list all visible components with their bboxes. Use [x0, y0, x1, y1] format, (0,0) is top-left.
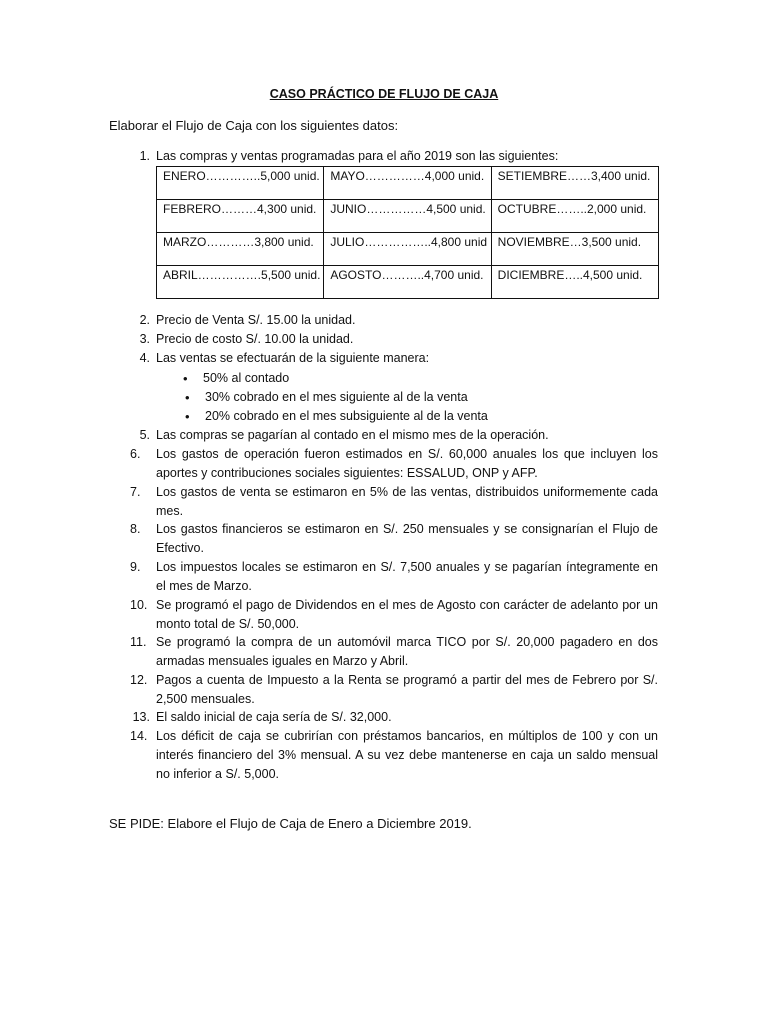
- item-text: Se programó el pago de Dividendos en el mes de Agosto con carácter de adelanto por un monto total de S/. 50,000.: [156, 598, 658, 631]
- table-row: [157, 266, 659, 299]
- table-cell: SETIEMBRE……3,400 unid.: [491, 167, 658, 200]
- table-cell: AGOSTO………..4,700 unid.: [324, 266, 491, 299]
- item-text: Las compras se pagarían al contado en el mismo mes de la operación.: [156, 428, 549, 442]
- item-text: Los impuestos locales se estimaron en S/. 7,500 anuales y se pagarían íntegramente en el mes de Marzo.: [156, 560, 658, 593]
- item-number: 9.: [130, 560, 141, 574]
- list-item-5: [139, 426, 658, 445]
- item-number: 7.: [130, 485, 141, 499]
- bullet-item: [185, 388, 525, 407]
- list-item-11: [130, 633, 658, 671]
- se-pide-text: SE PIDE: Elabore el Flujo de Caja de Enero a Diciembre 2019.: [109, 816, 472, 831]
- item-text: El saldo inicial de caja sería de S/. 32,000.: [156, 710, 392, 724]
- list-item-13: [132, 708, 658, 727]
- item-text: Precio de costo S/. 10.00 la unidad.: [156, 332, 354, 346]
- item-text: Las ventas se efectuarán de la siguiente manera:: [156, 351, 430, 365]
- document-title: CASO PRÁCTICO DE FLUJO DE CAJA: [269, 87, 499, 101]
- list-item-6: [130, 445, 658, 483]
- item-text: Pagos a cuenta de Impuesto a la Renta se programó a partir del mes de Febrero por S/. 2,500 mensuales.: [156, 673, 658, 706]
- item-text: Precio de Venta S/. 15.00 la unidad.: [156, 313, 356, 327]
- list-item-2: [139, 311, 658, 330]
- table-row: [157, 233, 659, 266]
- list-item-4: [139, 349, 658, 368]
- list-item-3: [139, 330, 658, 349]
- table-cell: DICIEMBRE…..4,500 unid.: [491, 266, 658, 299]
- item-text: Los gastos de venta se estimaron en 5% de las ventas, distribuidos uniformemente cada mes.: [156, 485, 658, 518]
- bullet-icon: •: [185, 390, 190, 405]
- table-cell: MAYO……………4,000 unid.: [324, 167, 491, 200]
- table-cell: ABRIL…………….5,500 unid.: [157, 266, 324, 299]
- table-row: [157, 167, 659, 200]
- list-item-14: [130, 727, 658, 784]
- list-item-9: [130, 558, 658, 596]
- table-cell: JUNIO……………4,500 unid.: [324, 200, 491, 233]
- list-item-12: [130, 671, 658, 709]
- table-cell: ENERO…………..5,000 unid.: [157, 167, 324, 200]
- item-text: Se programó la compra de un automóvil marca TICO por S/. 20,000 pagadero en dos armadas mensuales iguales en Marzo y Abril.: [156, 635, 658, 668]
- item-number: 10.: [130, 598, 148, 612]
- item-number: 11.: [130, 635, 147, 649]
- item-text: Los gastos financieros se estimaron en S/. 250 mensuales y se consignarían el Flujo de Efectivo.: [156, 522, 658, 555]
- list-item-7: [130, 483, 658, 521]
- monthly-units-table: [156, 166, 659, 299]
- item-number: 13.: [132, 710, 150, 724]
- item-number: 5.: [139, 428, 150, 442]
- bullet-text: 50% al contado: [203, 371, 290, 385]
- table-cell: OCTUBRE……..2,000 unid.: [491, 200, 658, 233]
- table-row: [157, 200, 659, 233]
- table-cell: JULIO……………..4,800 unid: [324, 233, 491, 266]
- item-text: Las compras y ventas programadas para el año 2019 son las siguientes:: [156, 149, 559, 163]
- item-number: 14.: [130, 729, 148, 743]
- bullet-icon: •: [185, 409, 190, 424]
- item-number: 3.: [139, 332, 150, 346]
- item-number: 8.: [130, 522, 141, 536]
- bullet-text: 20% cobrado en el mes subsiguiente al de la venta: [205, 409, 488, 423]
- bullet-icon: •: [183, 371, 188, 386]
- table-cell: MARZO…………3,800 unid.: [157, 233, 324, 266]
- item-number: 2.: [139, 313, 150, 327]
- item-number: 12.: [130, 673, 148, 687]
- item-number: 6.: [130, 447, 141, 461]
- list-item-1: [139, 147, 658, 166]
- bullet-text: 30% cobrado en el mes siguiente al de la venta: [205, 390, 468, 404]
- item-number: 4.: [139, 351, 150, 365]
- list-item-8: [130, 520, 658, 558]
- item-text: Los déficit de caja se cubrirían con préstamos bancarios, en múltiplos de 100 y con un interés financiero del 3% mensual. A su vez debe mantenerse en caja un saldo mensual no inferior a S/. 5,000.: [156, 729, 658, 781]
- bullet-item: [183, 369, 523, 388]
- item-text: Los gastos de operación fueron estimados en S/. 60,000 anuales los que incluyen los aportes y contribuciones sociales siguientes: ESSALUD, ONP y AFP.: [156, 447, 658, 480]
- bullet-item: [185, 407, 525, 426]
- list-item-10: [130, 596, 658, 634]
- item-number: 1.: [139, 149, 150, 163]
- intro-text: Elaborar el Flujo de Caja con los siguientes datos:: [109, 118, 399, 133]
- table-cell: NOVIEMBRE…3,500 unid.: [491, 233, 658, 266]
- table-cell: FEBRERO………4,300 unid.: [157, 200, 324, 233]
